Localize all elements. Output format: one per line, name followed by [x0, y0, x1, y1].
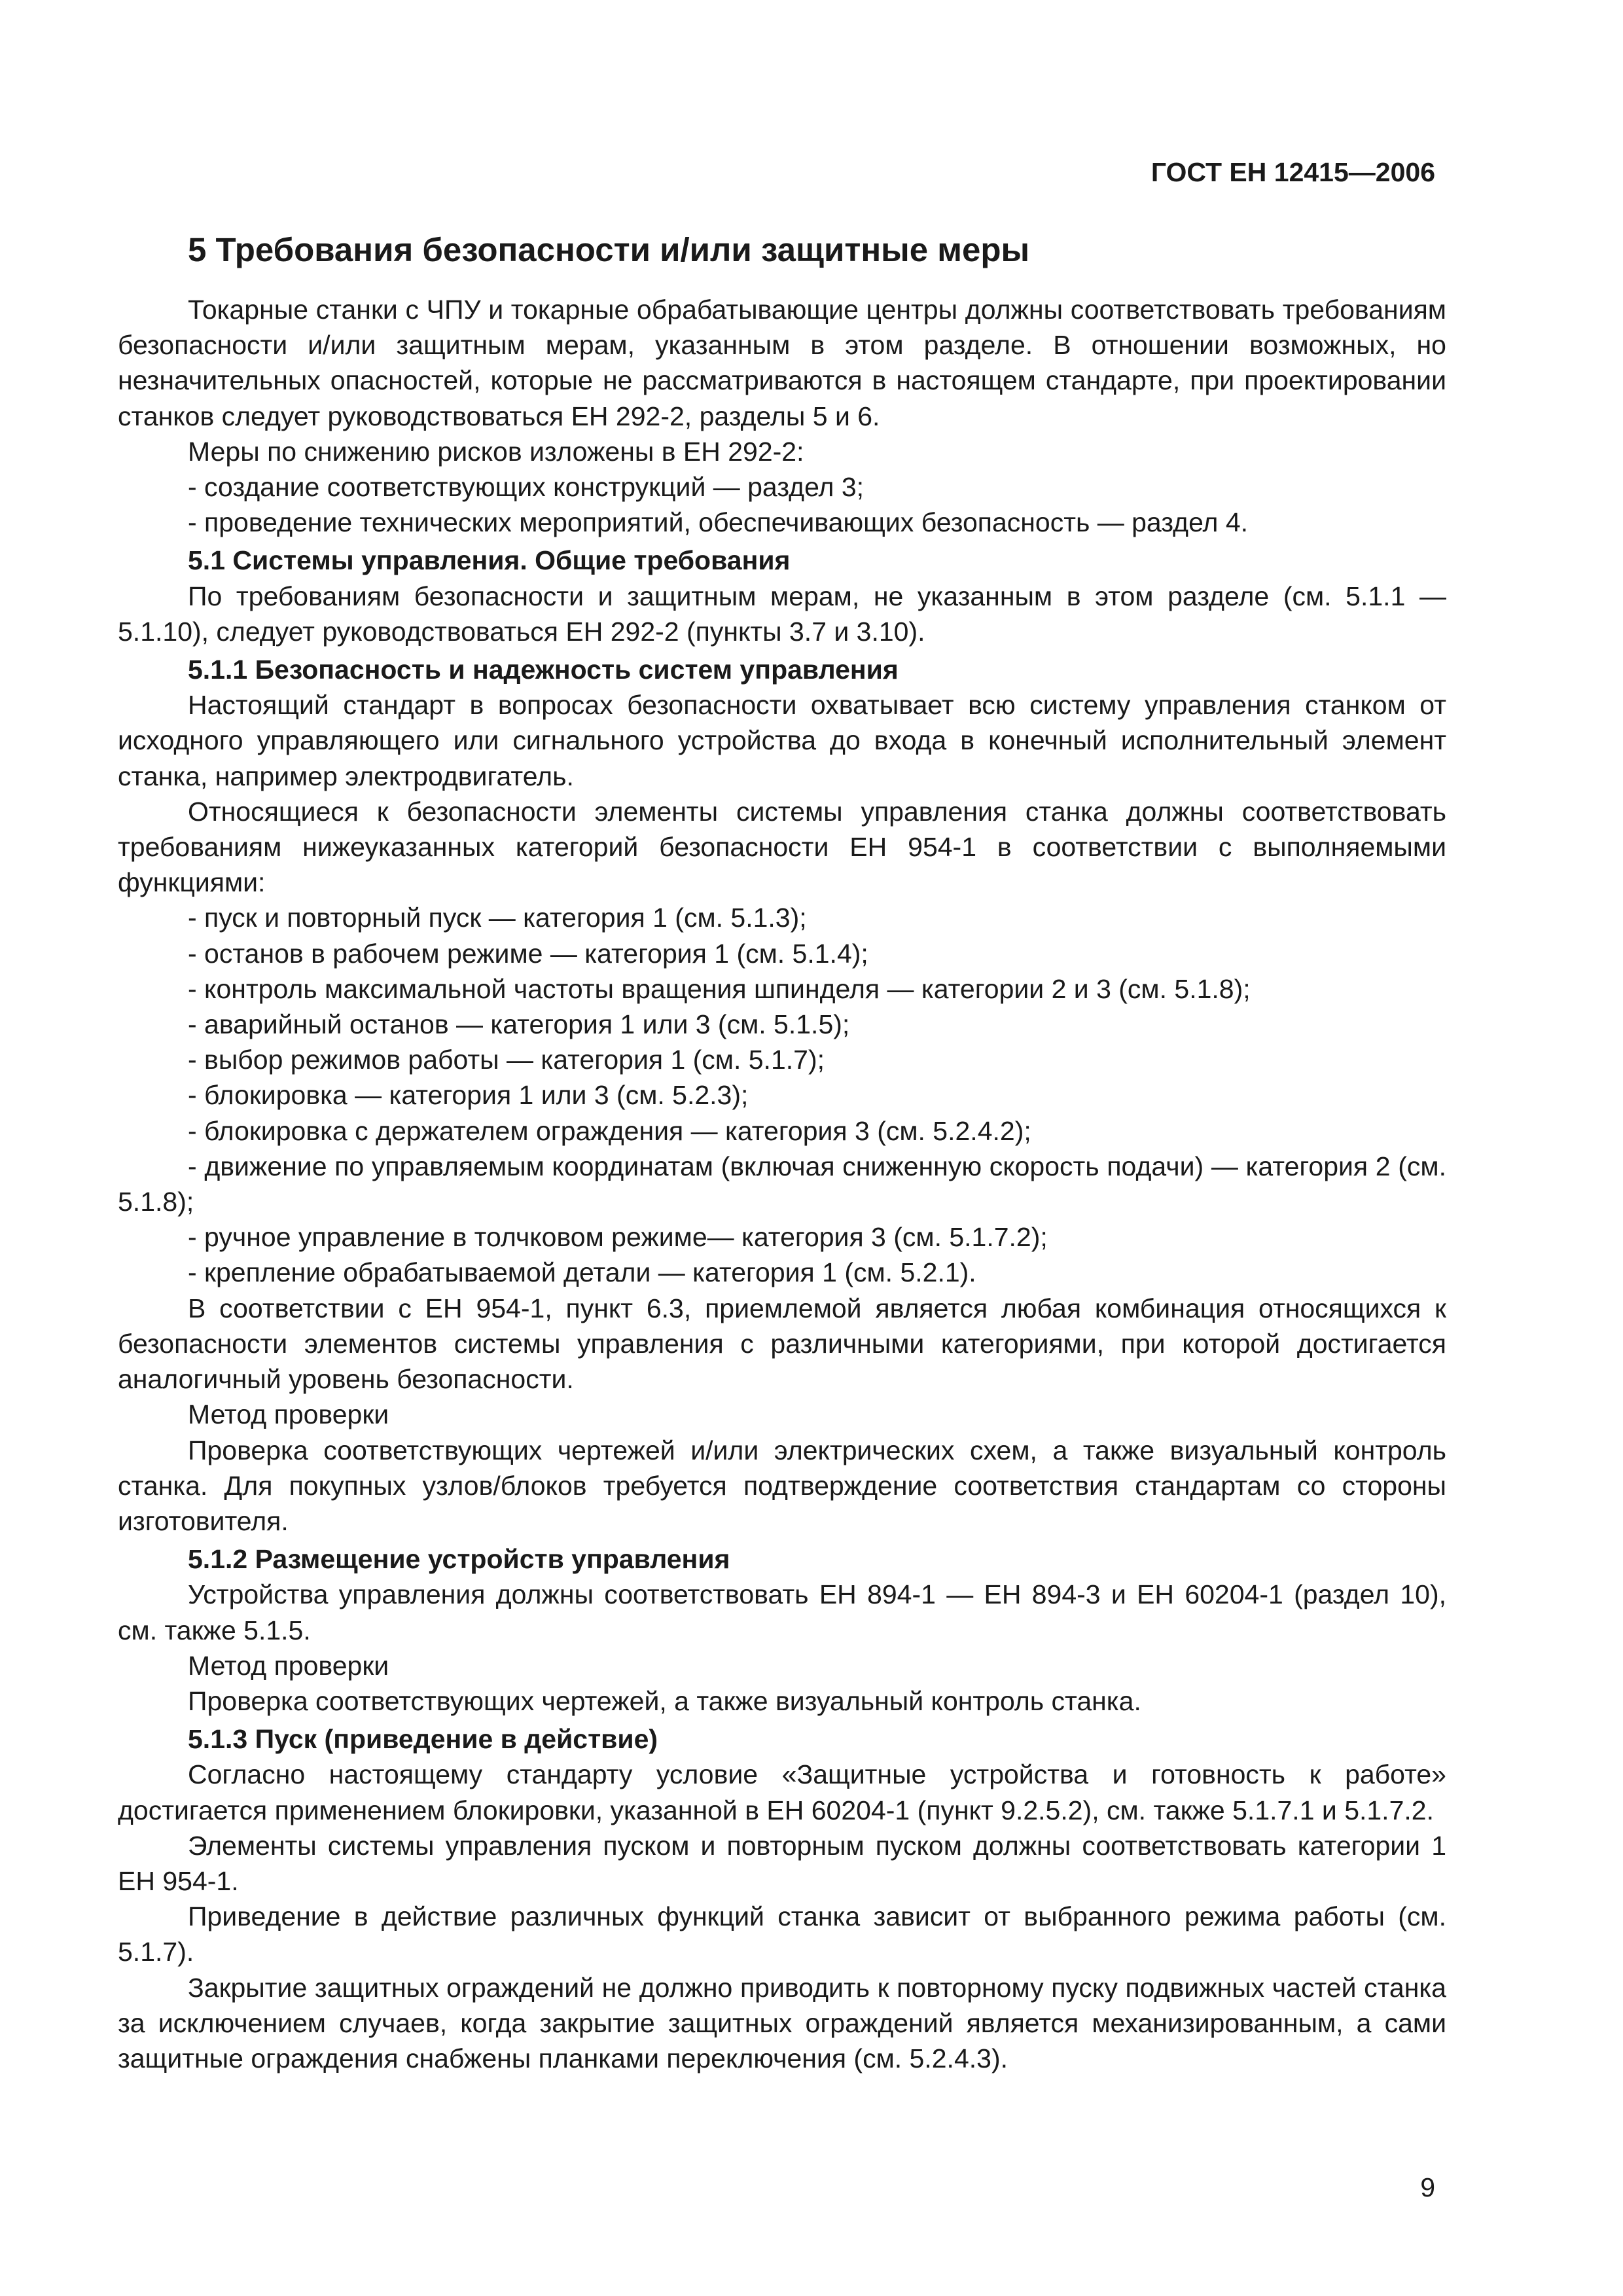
- paragraph: - блокировка с держателем ограждения — категория 3 (см. 5.2.4.2);: [188, 1115, 1031, 1146]
- page-number: 9: [1420, 2172, 1435, 2202]
- paragraph: Согласно настоящему стандарту условие «Защитные устройства и готовность к работе» достигается применением блокировки, указанной в ЕН 60204-1 (пункт 9.2.5.2), см. также 5.1.7.1 и 5.1.7.2.: [118, 1759, 1446, 1825]
- paragraph: - пуск и повторный пуск — категория 1 (см. 5.1.3);: [188, 903, 807, 933]
- section-title: 5 Требования безопасности и/или защитные меры: [188, 231, 1030, 268]
- paragraph: Элементы системы управления пуском и повторным пуском должны соответствовать категории 1 ЕН 954-1.: [118, 1830, 1446, 1896]
- paragraph: - ручное управление в толчковом режиме— категория 3 (см. 5.1.7.2);: [188, 1222, 1048, 1253]
- paragraph: Метод проверки: [188, 1650, 389, 1681]
- paragraph: Приведение в действие различных функций станка зависит от выбранного режима работы (см. 5.1.7).: [118, 1901, 1446, 1967]
- subsection-heading: 5.1.1 Безопасность и надежность систем управления: [188, 655, 899, 685]
- paragraph: Токарные станки с ЧПУ и токарные обрабатывающие центры должны соответствовать требованиям безопасности и/или защитным мерам, указанным в этом разделе. В отношении возможных, но незначительных опасностей, которые не рассматриваются в настоящем стандарте, при проектировании станков следует руководствоваться ЕН 292-2, разделы 5 и 6.: [118, 295, 1446, 431]
- document-body: [118, 292, 1446, 2076]
- paragraph: По требованиям безопасности и защитным мерам, не указанным в этом разделе (см. 5.1.1 — 5.1.10), следует руководствоваться ЕН 292-2 (пункты 3.7 и 3.10).: [118, 581, 1446, 647]
- paragraph: Меры по снижению рисков изложены в ЕН 292-2:: [188, 436, 804, 467]
- paragraph: Устройства управления должны соответствовать ЕН 894-1 — ЕН 894-3 и ЕН 60204-1 (раздел 10), см. также 5.1.5.: [118, 1579, 1446, 1645]
- paragraph: - блокировка — категория 1 или 3 (см. 5.2.3);: [188, 1080, 749, 1111]
- subsection-heading: 5.1 Системы управления. Общие требования: [188, 545, 791, 576]
- paragraph: - аварийный останов — категория 1 или 3 (см. 5.1.5);: [188, 1009, 850, 1040]
- paragraph: - контроль максимальной частоты вращения шпинделя — категории 2 и 3 (см. 5.1.8);: [188, 973, 1251, 1004]
- paragraph: Закрытие защитных ограждений не должно приводить к повторному пуску подвижных частей станка за исключением случаев, когда закрытие защитных ограждений является механизированным, а сами защитные ограждения снабжены планками переключения (см. 5.2.4.3).: [118, 1972, 1446, 2073]
- paragraph: Метод проверки: [188, 1399, 389, 1430]
- paragraph: - останов в рабочем режиме — категория 1 (см. 5.1.4);: [188, 938, 868, 969]
- paragraph: Проверка соответствующих чертежей, а также визуальный контроль станка.: [188, 1685, 1141, 1716]
- paragraph: - крепление обрабатываемой детали — категория 1 (см. 5.2.1).: [188, 1257, 976, 1288]
- paragraph: Настоящий стандарт в вопросах безопасности охватывает всю систему управления станком от исходного управляющего или сигнального устройства до входа в конечный исполнительный элемент станка, например электродвигатель.: [118, 690, 1446, 791]
- paragraph: Проверка соответствующих чертежей и/или электрических схем, а также визуальный контроль станка. Для покупных узлов/блоков требуется подтверждение соответствия стандартам со стороны изготовителя.: [118, 1435, 1446, 1536]
- paragraph: - проведение технических мероприятий, обеспечивающих безопасность — раздел 4.: [188, 507, 1249, 538]
- paragraph: - выбор режимов работы — категория 1 (см. 5.1.7);: [188, 1045, 825, 1075]
- document-code: ГОСТ ЕН 12415—2006: [1150, 157, 1435, 187]
- paragraph: - создание соответствующих конструкций — раздел 3;: [188, 472, 865, 503]
- subsection-heading: 5.1.2 Размещение устройств управления: [188, 1544, 730, 1575]
- paragraph: Относящиеся к безопасности элементы системы управления станка должны соответствовать требованиям нижеуказанных категорий безопасности ЕН 954-1 в соответствии с выполняемыми функциями:: [118, 796, 1446, 898]
- paragraph: - движение по управляемым координатам (включая сниженную скорость подачи) — категория 2 (см. 5.1.8);: [118, 1151, 1446, 1217]
- subsection-heading: 5.1.3 Пуск (приведение в действие): [188, 1724, 658, 1755]
- paragraph: В соответствии с ЕН 954-1, пункт 6.3, приемлемой является любая комбинация относящихся к безопасности элементов системы управления с различными категориями, при которой достигается аналогичный уровень безопасности.: [118, 1293, 1446, 1395]
